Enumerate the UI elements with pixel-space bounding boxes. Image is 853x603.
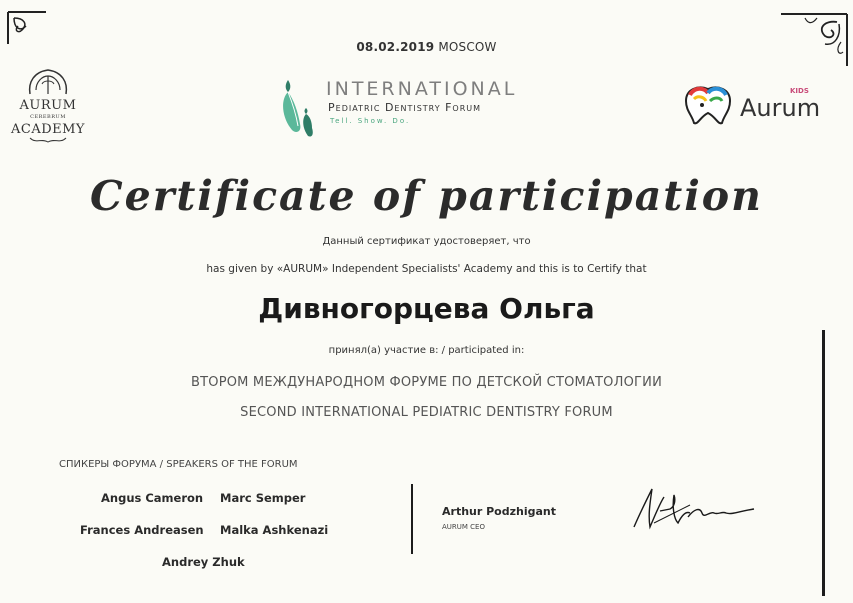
recipient-name: Дивногорцева Ольга — [258, 292, 595, 325]
signatory-title: AURUM CEO — [442, 523, 485, 531]
date-location — [0, 40, 853, 54]
forum-subtitle: Pediatric Dentistry Forum — [328, 101, 482, 114]
speaker-name: Andrey Zhuk — [162, 555, 245, 569]
speaker-name: Malka Ashkenazi — [220, 523, 329, 537]
handwritten-signature — [630, 483, 760, 539]
kids-label: KIDS — [790, 87, 809, 95]
certify-text-ru: Данный сертификат удостоверяет, что — [322, 236, 531, 247]
speakers-heading: СПИКЕРЫ ФОРУМА / SPEAKERS OF THE FORUM — [59, 459, 298, 470]
academy-line-1: AURUM — [19, 98, 77, 113]
certify-text-en: has given by «AURUM» Independent Specialists' Academy and this is to Certify that — [206, 263, 647, 275]
certificate-title: Certificate of participation — [90, 172, 763, 220]
roots-icon — [26, 136, 70, 146]
kids-aurum-word: Aurum — [740, 94, 821, 122]
tree-icon — [24, 66, 72, 96]
signatory-name: Arthur Podzhigant — [442, 505, 556, 518]
academy-line-2: CEREBRUM — [30, 114, 66, 120]
speaker-name: Marc Semper — [220, 491, 306, 505]
event-name-en: SECOND INTERNATIONAL PEDIATRIC DENTISTRY FORUM — [240, 405, 613, 420]
tooth-logo-icon — [680, 83, 738, 129]
aurum-academy-logo — [8, 66, 88, 146]
forum-title: INTERNATIONAL — [326, 78, 518, 100]
academy-line-3: ACADEMY — [10, 122, 86, 137]
event-name-ru: ВТОРОМ МЕЖДУНАРОДНОМ ФОРУМЕ ПО ДЕТСКОЙ СТОМАТОЛОГИИ — [191, 375, 662, 390]
date: 08.02.2019 — [356, 40, 435, 54]
signature-divider — [411, 484, 413, 554]
participated-in-label: принял(а) участие в: / participated in: — [328, 345, 525, 356]
forum-tagline: Tell. Show. Do. — [330, 117, 411, 125]
whale-logo-icon — [276, 78, 322, 144]
city: MOSCOW — [438, 40, 497, 54]
right-border-line — [822, 330, 825, 596]
speaker-name: Angus Cameron — [101, 491, 204, 505]
speaker-name: Frances Andreasen — [80, 523, 204, 537]
